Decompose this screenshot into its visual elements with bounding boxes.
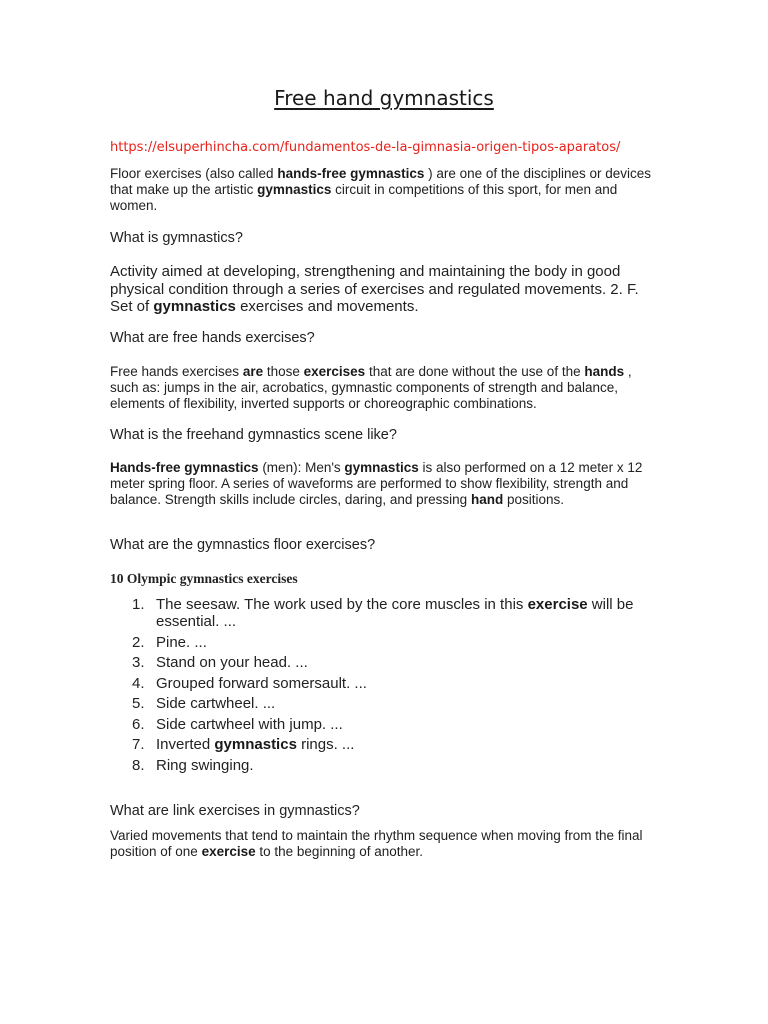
source-link[interactable]: https://elsuperhincha.com/fundamentos-de-la-gimnasia-origen-tipos-aparatos/	[110, 140, 621, 155]
list-item: 6. Side cartwheel with jump. ...	[132, 715, 343, 733]
intro-paragraph: Floor exercises (also called hands-free gymnastics ) are one of the disciplines or devices that make up the artistic gymnastics circuit in competitions of this sport, for men and women.	[110, 166, 652, 213]
question-freehand-scene: What is the freehand gymnastics scene like?	[110, 427, 397, 443]
exercise-list	[110, 596, 658, 777]
list-item: 1. The seesaw. The work used by the core muscles in this exercise will be essential. ...	[132, 596, 634, 630]
answer-free-hands-exercises: Free hands exercises are those exercises that are done without the use of the hands , such as: jumps in the air, acrobatics, gymnastic components of strength and balance, elements of flexibility, inverted supports or choreographic combinations.	[110, 364, 632, 411]
list-item: 3. Stand on your head. ...	[132, 654, 308, 671]
question-free-hands-exercises: What are free hands exercises?	[110, 330, 315, 346]
page-title: Free hand gymnastics	[274, 86, 494, 110]
answer-what-is-gymnastics: Activity aimed at developing, strengthening and maintaining the body in good physical condition through a series of exercises and regulated movements. 2. F. Set of gymnastics exercises and movements.	[110, 263, 639, 315]
answer-freehand-scene: Hands-free gymnastics (men): Men's gymnastics is also performed on a 12 meter x 12 meter spring floor. A series of waveforms are performed to show flexibility, strength and balance. Strength skills include circles, daring, and pressing hand positions.	[110, 460, 643, 507]
list-heading: 10 Olympic gymnastics exercises	[110, 571, 298, 586]
list-item: 4. Grouped forward somersault. ...	[132, 674, 367, 692]
question-link-exercises: What are link exercises in gymnastics?	[110, 803, 360, 819]
list-item: 5. Side cartwheel. ...	[132, 695, 276, 712]
answer-link-exercises: Varied movements that tend to maintain the rhythm sequence when moving from the final position of one exercise to the beginning of another.	[110, 828, 643, 859]
list-item: 2. Pine. ...	[132, 633, 207, 651]
question-floor-exercises: What are the gymnastics floor exercises?	[110, 537, 376, 553]
list-item: 7. Inverted gymnastics rings. ...	[132, 736, 355, 753]
list-item: 8. Ring swinging.	[132, 756, 254, 774]
question-what-is-gymnastics: What is gymnastics?	[110, 230, 243, 246]
